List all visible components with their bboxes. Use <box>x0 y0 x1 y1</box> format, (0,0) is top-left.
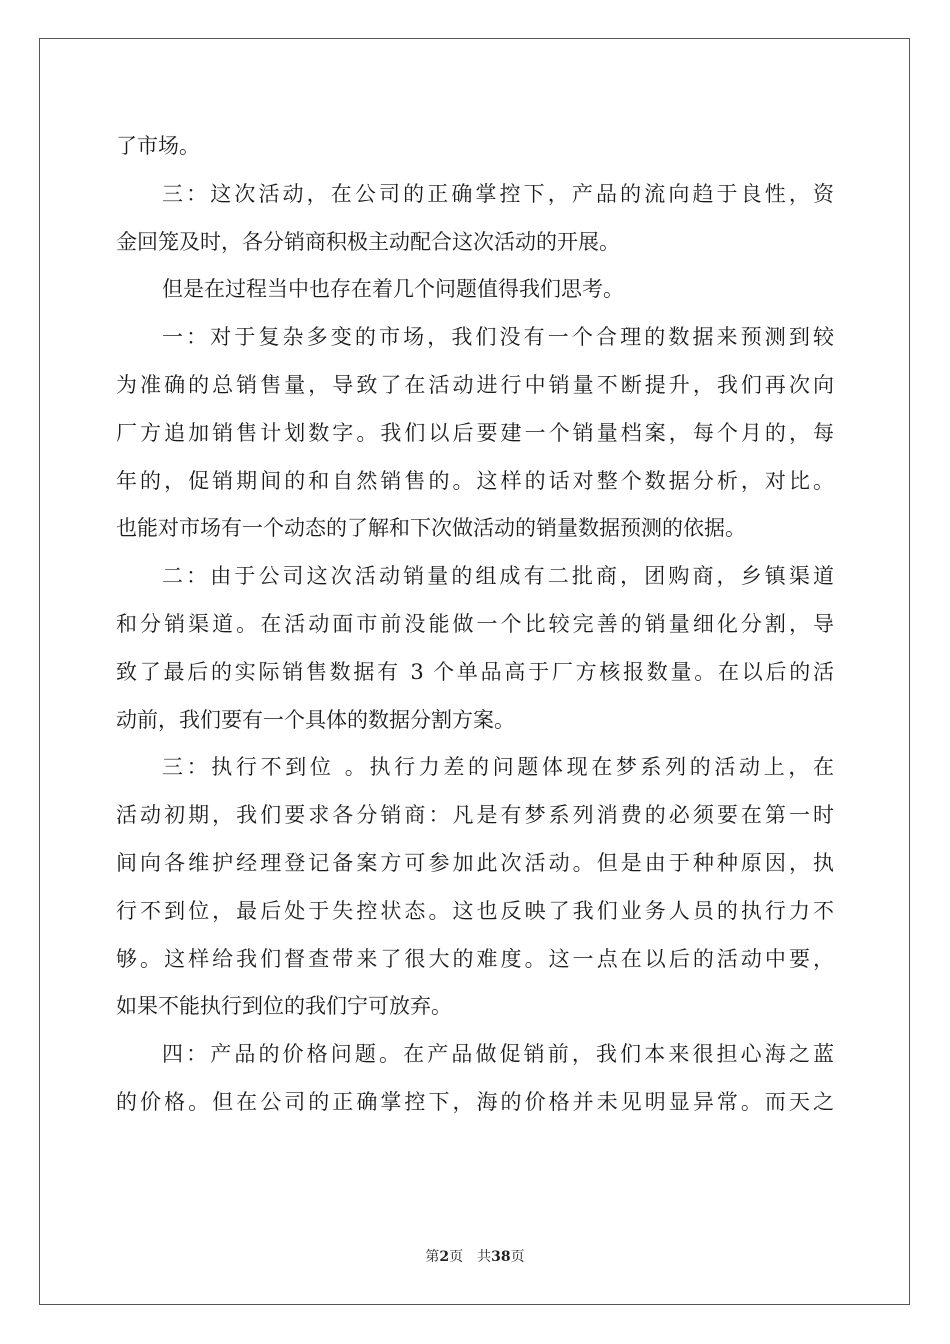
page-footer <box>0 1246 950 1266</box>
text-line: 的价格。但在公司的正确掌控下，海的价格并未见明显异常。而天之 <box>116 1089 834 1114</box>
text-line: 活动初期，我们要求各分销商：凡是有梦系列消费的必须要在第一时 <box>116 803 834 828</box>
text-line: 但是在过程当中也存在着几个问题值得我们思考。 <box>162 277 624 302</box>
text-line: 厂方追加销售计划数字。我们以后要建一个销量档案，每个月的，每 <box>116 420 834 445</box>
footer-total-unit: 页 <box>510 1249 525 1265</box>
text-line: 也能对市场有一个动态的了解和下次做活动的销量数据预测的依据。 <box>116 516 746 541</box>
text-line: 够。这样给我们督查带来了很大的难度。这一点在以后的活动中要， <box>116 946 834 971</box>
text-line: 三：执行不到位 。执行力差的问题体现在梦系列的活动上，在 <box>162 755 834 780</box>
text-line: 和分销渠道。在活动面市前没能做一个比较完善的销量细化分割，导 <box>116 611 834 636</box>
text-line: 间向各维护经理登记备案方可参加此次活动。但是由于种种原因，执 <box>116 850 834 875</box>
document-body <box>116 123 834 1127</box>
text-line: 二：由于公司这次活动销量的组成有二批商，团购商，乡镇渠道 <box>162 564 834 589</box>
text-line: 三：这次活动，在公司的正确掌控下，产品的流向趋于良性，资 <box>162 181 834 206</box>
text-line: 金回笼及时，各分销商积极主动配合这次活动的开展。 <box>116 229 620 254</box>
footer-total-prefix: 共 <box>477 1249 492 1265</box>
text-line: 动前，我们要有一个具体的数据分割方案。 <box>116 707 515 732</box>
text-line: 为准确的总销售量，导致了在活动进行中销量不断提升，我们再次向 <box>116 372 834 397</box>
text-line: 一：对于复杂多变的市场，我们没有一个合理的数据来预测到较 <box>162 325 834 350</box>
current-page-number: 2 <box>439 1249 450 1265</box>
text-line: 了市场。 <box>116 134 200 158</box>
footer-page-unit: 页 <box>449 1249 464 1265</box>
text-line: 年的，促销期间的和自然销售的。这样的话对整个数据分析，对比。 <box>116 468 834 493</box>
text-line: 如果不能执行到位的我们宁可放弃。 <box>116 994 452 1019</box>
text-line: 行不到位，最后处于失控状态。这也反映了我们业务人员的执行力不 <box>116 898 834 923</box>
text-line: 四：产品的价格问题。在产品做促销前，我们本来很担心海之蓝 <box>162 1042 834 1067</box>
total-page-number: 38 <box>491 1249 511 1265</box>
footer-prefix: 第 <box>425 1249 440 1265</box>
text-line: 致了最后的实际销售数据有 3 个单品高于厂方核报数量。在以后的活 <box>116 659 834 684</box>
